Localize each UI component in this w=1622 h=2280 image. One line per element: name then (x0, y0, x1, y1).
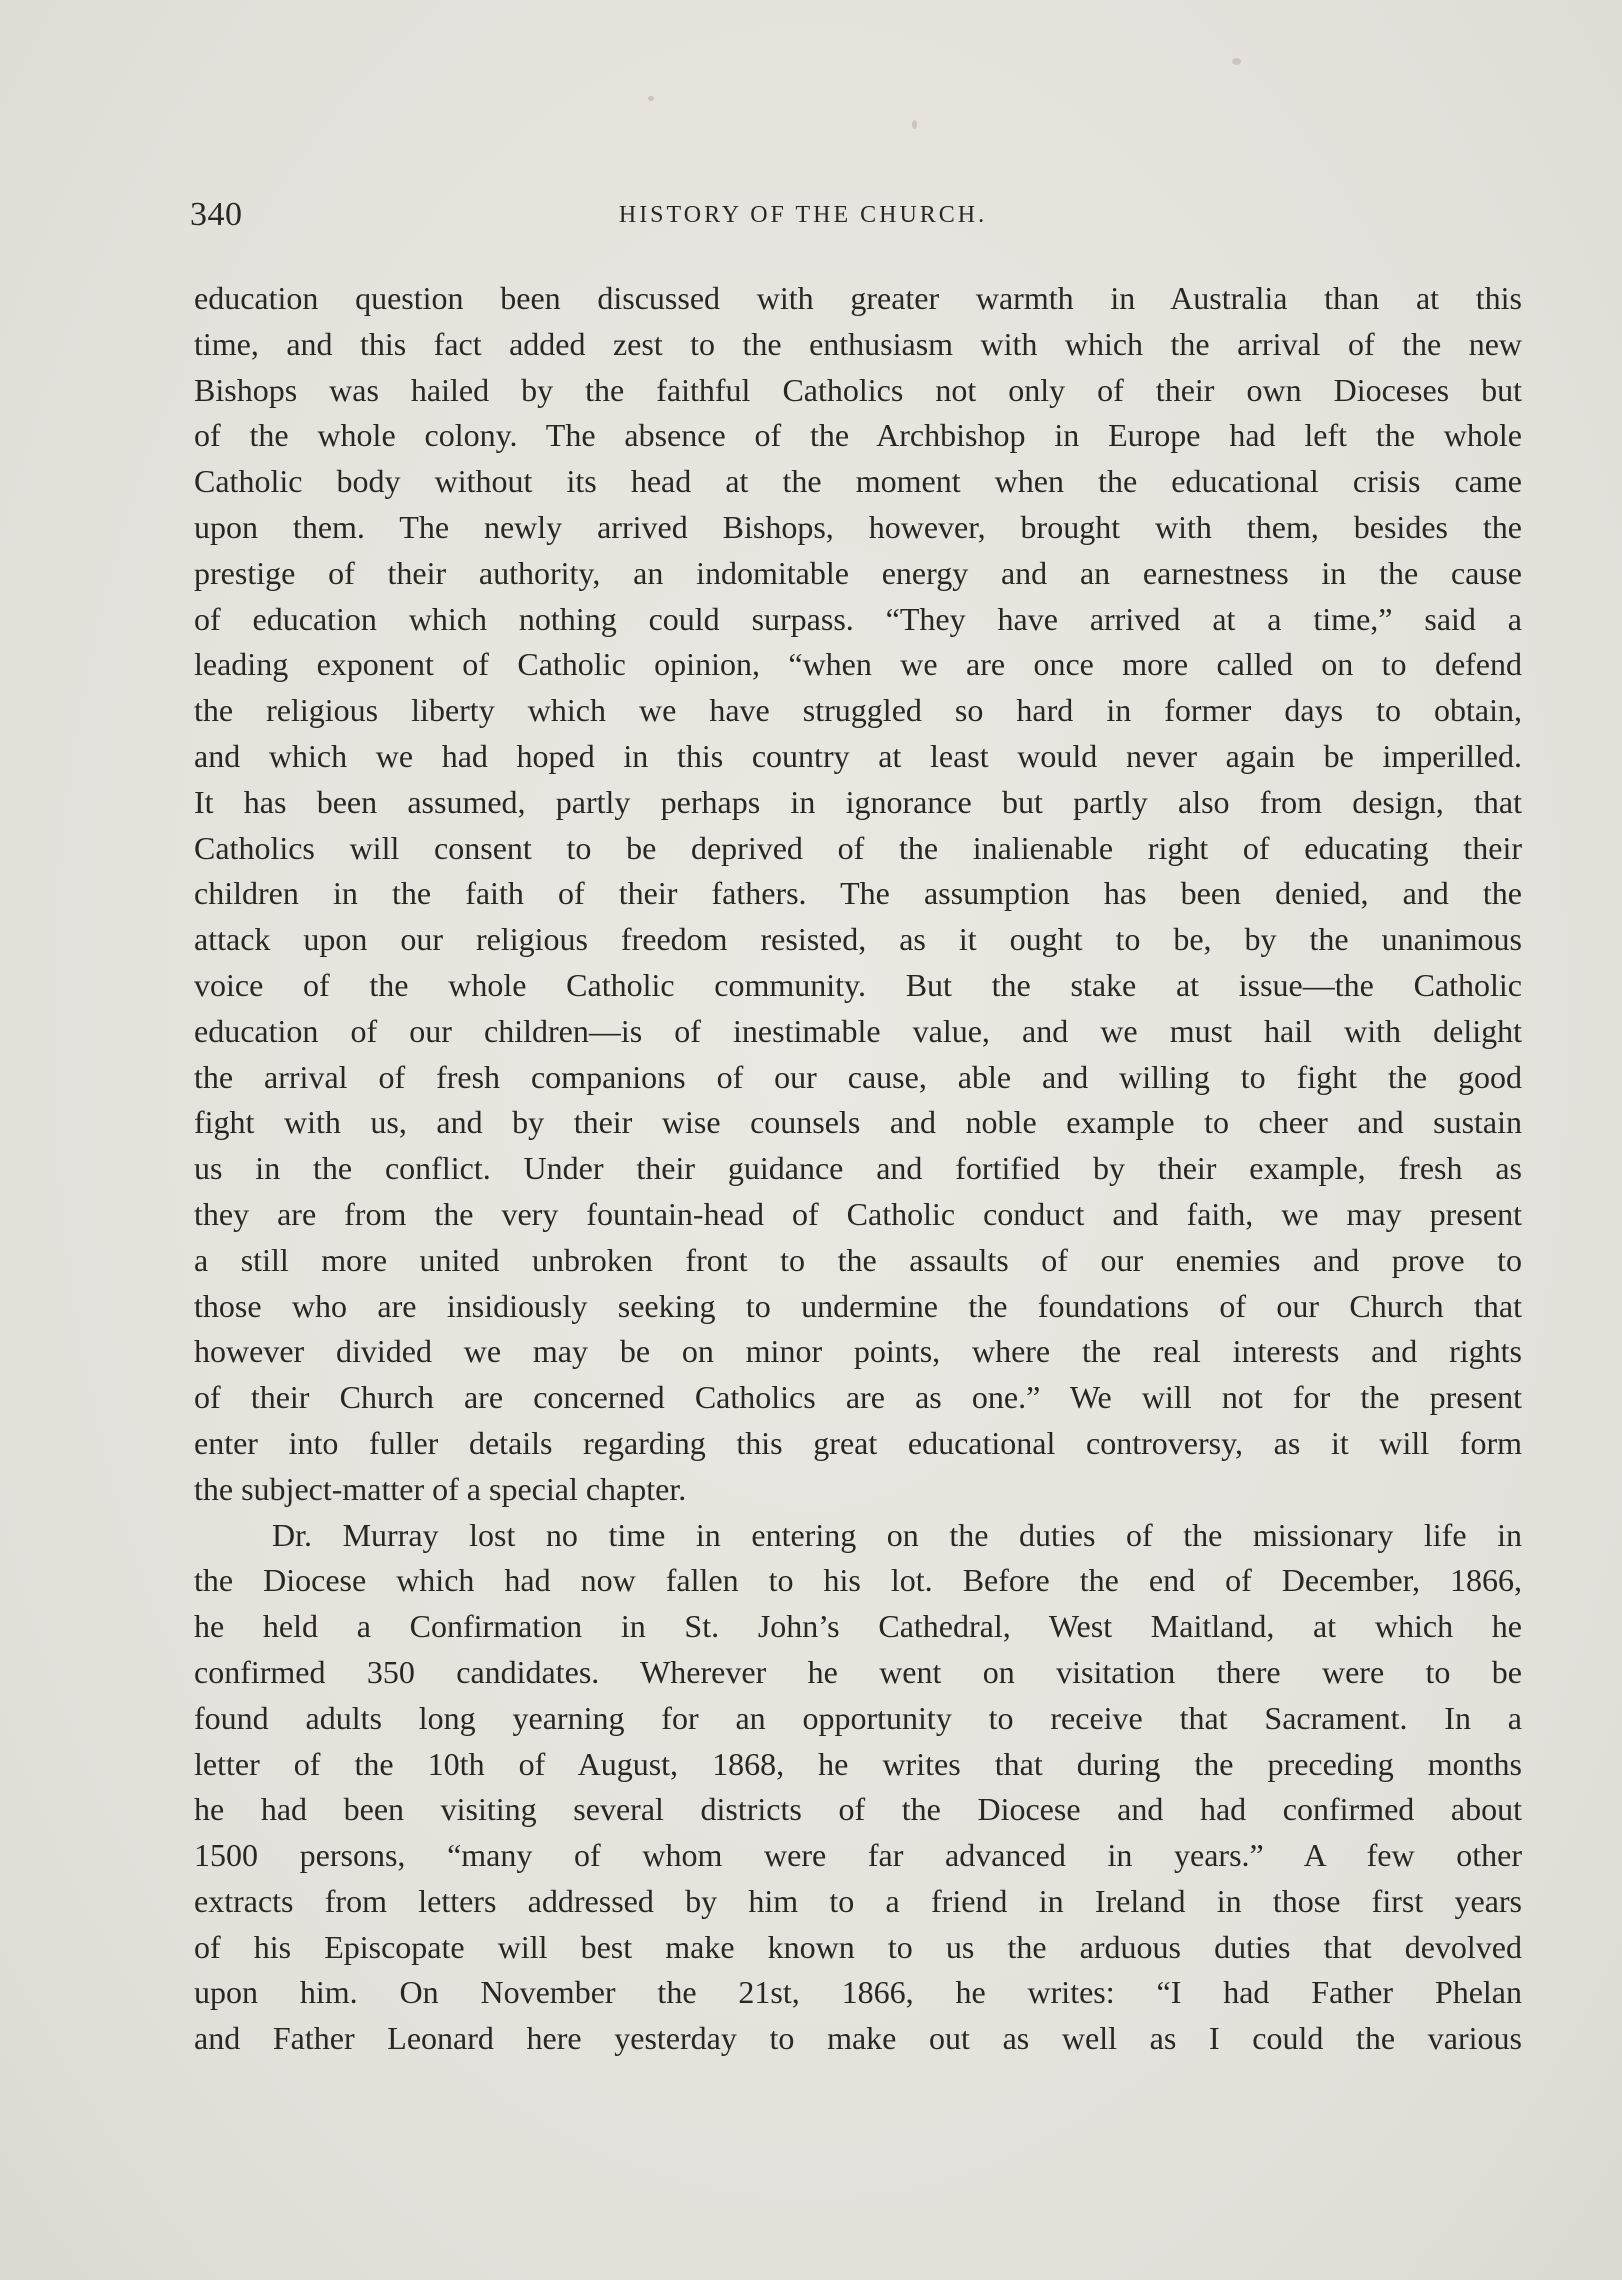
text-line: they are from the very fountain-head of Catholic conduct and faith, we may present (194, 1195, 1522, 1232)
paper-speck (648, 96, 654, 101)
text-line: Catholics will consent to be deprived of the inalienable right of educating their (194, 829, 1522, 866)
text-line: confirmed 350 candidates. Wherever he went on visitation there were to be (194, 1653, 1522, 1690)
text-line: the arrival of fresh companions of our cause, able and willing to fight the good (194, 1058, 1522, 1095)
text-line: however divided we may be on minor points, where the real interests and rights (194, 1333, 1522, 1370)
text-line: those who are insidiously seeking to undermine the foundations of our Church that (194, 1287, 1522, 1324)
text-line: the religious liberty which we have struggled so hard in former days to obtain, (194, 692, 1522, 729)
text-line: enter into fuller details regarding this great educational controversy, as it will form (194, 1424, 1522, 1461)
text-line: It has been assumed, partly perhaps in ignorance but partly also from design, that (194, 783, 1522, 820)
text-line: upon him. On November the 21st, 1866, he writes: “I had Father Phelan (194, 1974, 1522, 2011)
text-line: of their Church are concerned Catholics are as one.” We will not for the present (194, 1379, 1522, 1416)
text-line: attack upon our religious freedom resisted, as it ought to be, by the unanimous (194, 921, 1522, 958)
text-line: of education which nothing could surpass. “They have arrived at a time,” said a (194, 600, 1522, 637)
text-line: prestige of their authority, an indomitable energy and an earnestness in the cause (194, 554, 1522, 591)
text-line: time, and this fact added zest to the enthusiasm with which the arrival of the new (194, 325, 1522, 362)
paper-speck (912, 120, 917, 129)
text-line: children in the faith of their fathers. The assumption has been denied, and the (194, 875, 1522, 912)
page-header (190, 196, 1416, 244)
text-line: and Father Leonard here yesterday to make out as well as I could the various (194, 2020, 1522, 2057)
text-line: extracts from letters addressed by him to a friend in Ireland in those first years (194, 1882, 1522, 1919)
text-line: us in the conflict. Under their guidance and fortified by their example, fresh as (194, 1150, 1522, 1187)
text-line: found adults long yearning for an opportunity to receive that Sacrament. In a (194, 1699, 1522, 1736)
text-line: fight with us, and by their wise counsels and noble example to cheer and sustain (194, 1104, 1522, 1141)
paragraph-start-line: Dr. Murray lost no time in entering on the duties of the missionary life in (272, 1516, 1522, 1553)
text-line: education question been discussed with greater warmth in Australia than at this (194, 280, 1522, 316)
text-line: 1500 persons, “many of whom were far advanced in years.” A few other (194, 1837, 1522, 1874)
paragraph-end-line: the subject-matter of a special chapter. (194, 1470, 687, 1507)
text-line: of his Episcopate will best make known to us the arduous duties that devolved (194, 1928, 1522, 1965)
text-line: he had been visiting several districts of the Diocese and had confirmed about (194, 1791, 1522, 1828)
text-line: Catholic body without its head at the moment when the educational crisis came (194, 463, 1522, 500)
text-line: letter of the 10th of August, 1868, he writes that during the preceding months (194, 1745, 1522, 1782)
text-line: the Diocese which had now fallen to his lot. Before the end of December, 1866, (194, 1562, 1522, 1599)
running-title: HISTORY OF THE CHURCH. (618, 202, 988, 228)
text-line: and which we had hoped in this country at least would never again be imperilled. (194, 737, 1522, 774)
text-line: leading exponent of Catholic opinion, “when we are once more called on to defend (194, 646, 1522, 683)
text-line: a still more united unbroken front to the assaults of our enemies and prove to (194, 1241, 1522, 1278)
body-text (194, 276, 1522, 2062)
text-line: Bishops was hailed by the faithful Catholics not only of their own Dioceses but (194, 371, 1522, 408)
text-line: upon them. The newly arrived Bishops, however, brought with them, besides the (194, 508, 1522, 545)
text-line: he held a Confirmation in St. John’s Cathedral, West Maitland, at which he (194, 1608, 1522, 1645)
text-line: voice of the whole Catholic community. But the stake at issue—the Catholic (194, 966, 1522, 1003)
paper-speck (1232, 58, 1241, 65)
text-line: of the whole colony. The absence of the Archbishop in Europe had left the whole (194, 417, 1522, 454)
text-line: education of our children—is of inestimable value, and we must hail with delight (194, 1012, 1522, 1049)
page-number: 340 (190, 196, 243, 233)
